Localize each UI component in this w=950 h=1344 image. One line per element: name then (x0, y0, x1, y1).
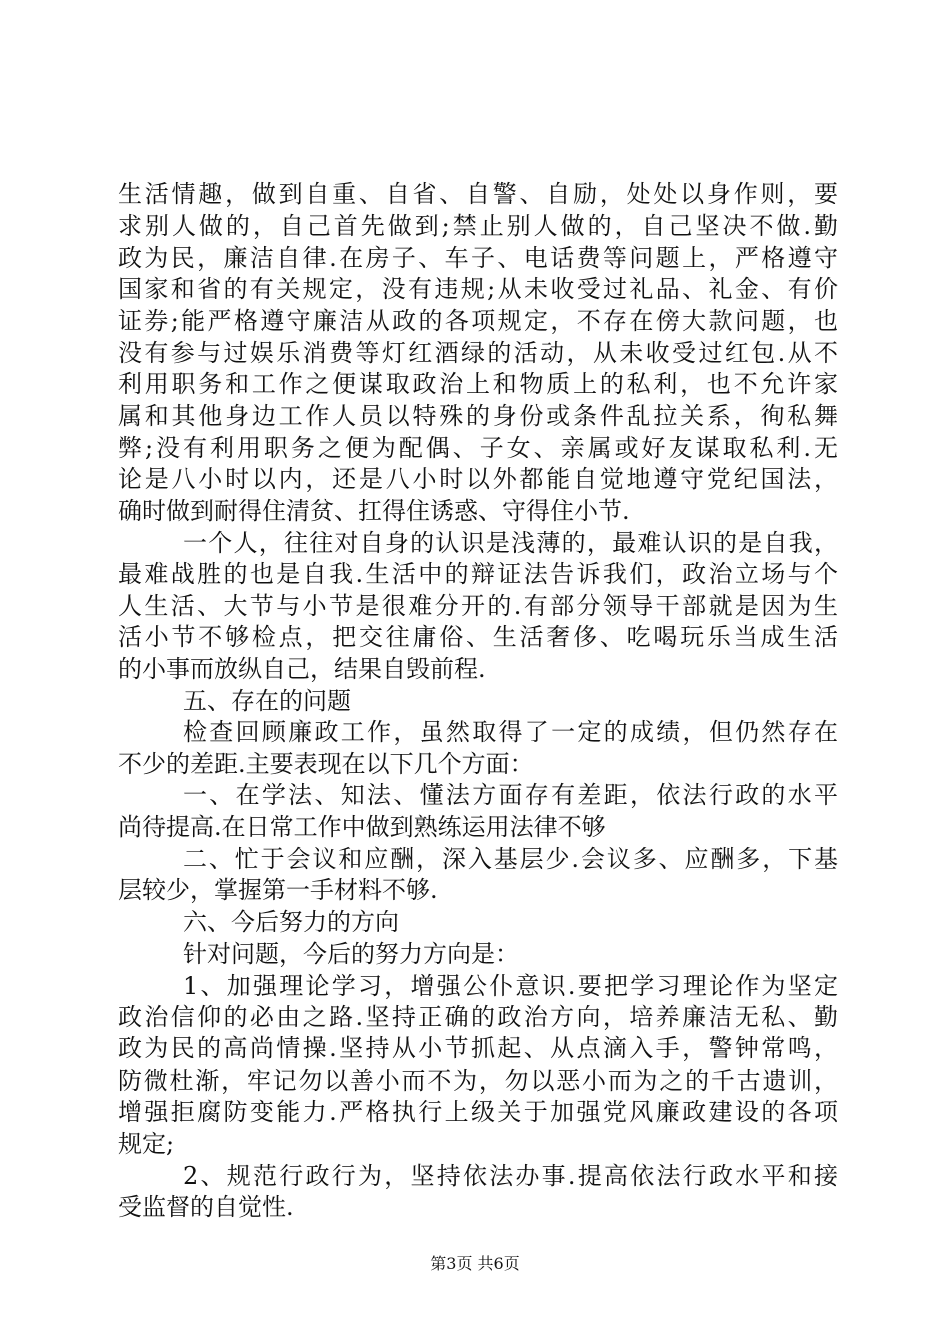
text-line: 的小事而放纵自己，结果自毁前程. (118, 655, 486, 683)
text-line: 确时做到耐得住清贫、扛得住诱惑、守得住小节. (118, 497, 630, 525)
text-line: 受监督的自觉性. (118, 1193, 294, 1221)
text-line: 国家和省的有关规定，没有违规;从未收受过礼品、礼金、有价 (118, 275, 838, 303)
text-line: 检查回顾廉政工作，虽然取得了一定的成绩，但仍然存在 (183, 718, 838, 746)
text-line: 论是八小时以内，还是八小时以外都能自觉地遵守党纪国法， (118, 465, 838, 493)
text-line: 政为民，廉洁自律.在房子、车子、电话费等问题上，严格遵守 (118, 244, 838, 272)
text-line: 六、今后努力的方向 (183, 908, 399, 936)
text-line: 弊;没有利用职务之便为配偶、子女、亲属或好友谋取私利.无 (118, 434, 838, 462)
text-line: 一个人，往往对自身的认识是浅薄的，最难认识的是自我， (183, 529, 838, 557)
text-line: 一、在学法、知法、懂法方面存有差距，依法行政的水平 (183, 781, 838, 809)
text-line: 属和其他身边工作人员以特殊的身份或条件乱拉关系，徇私舞 (118, 402, 838, 430)
text-line: 政治信仰的必由之路.坚持正确的政治方向，培养廉洁无私、勤 (118, 1003, 838, 1031)
text-line: 防微杜渐，牢记勿以善小而不为，勿以恶小而为之的千古遗训， (118, 1067, 838, 1095)
text-line: 政为民的高尚情操.坚持从小节抓起、从点滴入手，警钟常鸣， (118, 1034, 838, 1062)
text-line: 层较少，掌握第一手材料不够. (118, 876, 438, 904)
text-line: 不少的差距.主要表现在以下几个方面： (118, 750, 534, 778)
text-line: 规定; (118, 1130, 175, 1158)
text-line: 证券;能严格遵守廉洁从政的各项规定，不存在傍大款问题，也 (118, 307, 838, 335)
text-line: 求别人做的，自己首先做到;禁止别人做的，自己坚决不做.勤 (118, 212, 838, 240)
text-line: 2、规范行政行为，坚持依法办事.提高依法行政水平和接 (183, 1162, 838, 1190)
text-line: 活小节不够检点，把交往庸俗、生活奢侈、吃喝玩乐当成生活 (118, 623, 838, 651)
text-line: 最难战胜的也是自我.生活中的辩证法告诉我们，政治立场与个 (118, 560, 838, 588)
text-line: 人生活、大节与小节是很难分开的.有部分领导干部就是因为生 (118, 592, 838, 620)
text-line: 没有参与过娱乐消费等灯红酒绿的活动，从未收受过红包.从不 (118, 339, 838, 367)
text-line: 利用职务和工作之便谋取政治上和物质上的私利，也不允许家 (118, 370, 838, 398)
text-line: 增强拒腐防变能力.严格执行上级关于加强党风廉政建设的各项 (118, 1098, 838, 1126)
text-line: 二、忙于会议和应酬，深入基层少.会议多、应酬多，下基 (183, 845, 838, 873)
text-line: 尚待提高.在日常工作中做到熟练运用法律不够 (118, 813, 606, 841)
text-line: 生活情趣，做到自重、自省、自警、自励，处处以身作则，要 (118, 180, 838, 208)
text-line: 1、加强理论学习，增强公仆意识.要把学习理论作为坚定 (183, 972, 838, 1000)
text-line: 针对问题，今后的努力方向是： (183, 940, 519, 968)
text-line: 五、存在的问题 (183, 687, 351, 715)
page-footer: 第3页 共6页 (430, 1254, 520, 1273)
